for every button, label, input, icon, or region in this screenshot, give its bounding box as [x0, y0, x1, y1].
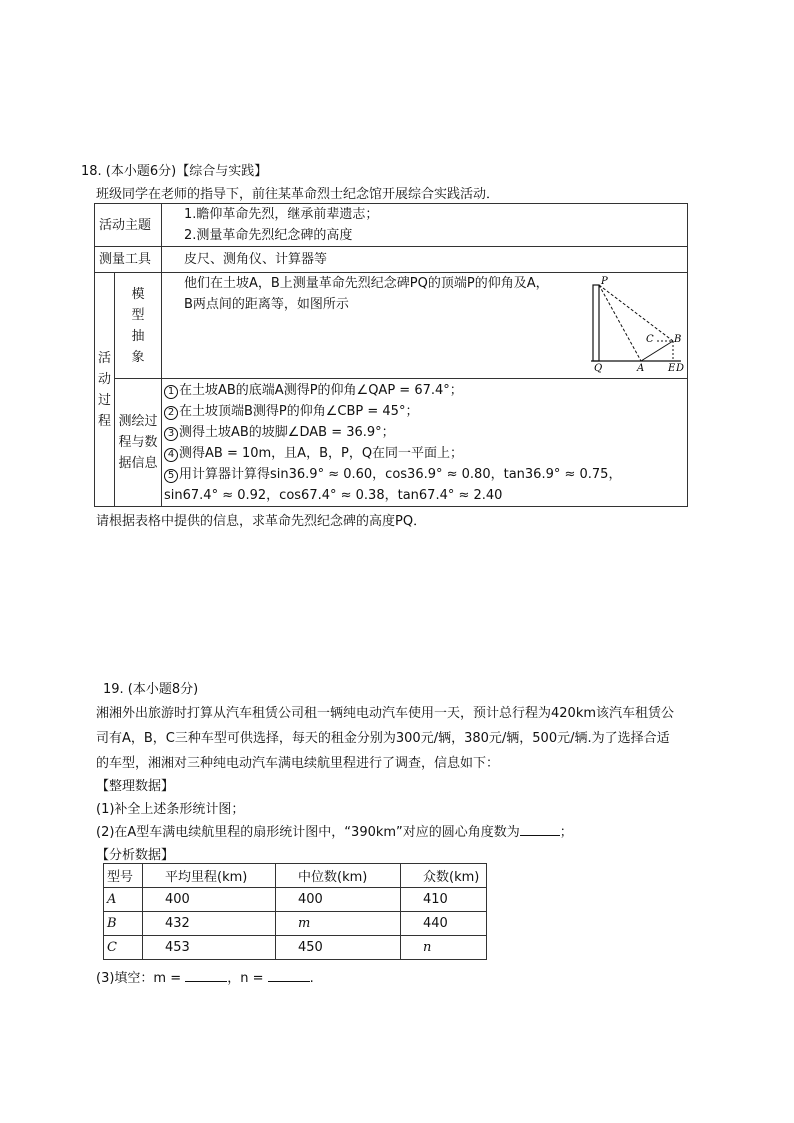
cell-model: B	[104, 912, 143, 936]
answer-blank-n[interactable]	[268, 969, 310, 982]
circle-number: 4	[164, 448, 178, 462]
sight-ap	[599, 285, 641, 361]
circle-number: 2	[164, 406, 178, 420]
q19-para-1: 湘湘外出旅游时打算从汽车租赁公司租一辆纯电动汽车使用一天，预计总行程为420km该汽车租赁公	[96, 706, 675, 721]
label-q: Q	[594, 363, 603, 374]
model-char: 型	[131, 307, 145, 323]
theme-line-1: 1.瞻仰革命先烈，继承前辈遗志；	[184, 207, 379, 222]
model-char: 抽	[131, 328, 145, 344]
label-p: P	[601, 276, 608, 287]
model-text-1: 他们在土坡A，B上测量革命先烈纪念碑PQ的顶端P的仰角及A，	[184, 276, 549, 291]
theme-label: 活动主题	[95, 204, 162, 247]
theme-content	[162, 204, 688, 247]
cell-mean: 432	[143, 912, 276, 936]
q19-heading: 19. (本小题8分)	[103, 682, 199, 697]
cell-median: 450	[276, 936, 401, 960]
item-2-end: ；	[559, 825, 573, 840]
cell-model: C	[104, 936, 143, 960]
cell-median: 400	[276, 888, 401, 912]
q18-heading: 18. (本小题6分)【综合与实践】	[81, 164, 268, 179]
header-model: 型号	[104, 864, 143, 888]
q19-data-table	[103, 863, 487, 960]
cell-mean: 400	[143, 888, 276, 912]
header-mean: 平均里程(km)	[143, 864, 276, 888]
cell-mode: n	[401, 936, 487, 960]
circle-number: 1	[164, 385, 178, 399]
item-3-prefix: (3)填空：m =	[96, 971, 182, 986]
q19-item-2	[96, 821, 573, 840]
label-d: D	[676, 363, 685, 374]
cell-mean: 453	[143, 936, 276, 960]
data-label-line: 程与数	[118, 435, 158, 450]
data-item-2	[164, 401, 683, 422]
q19-item-1: (1)补全上述条形统计图；	[96, 802, 245, 817]
q18-question: 请根据表格中提供的信息，求革命先烈纪念碑的高度PQ．	[96, 514, 427, 529]
item-3-end: .	[309, 971, 314, 986]
data-item-text: 测得AB = 10m，且A，B，P，Q在同一平面上；	[179, 445, 464, 461]
table-row	[104, 936, 487, 960]
q18-intro: 班级同学在老师的指导下，前往某革命烈士纪念馆开展综合实践活动．	[96, 187, 500, 202]
answer-blank-angle[interactable]	[520, 823, 560, 836]
q19-para-3: 的车型，湘湘对三种纯电动汽车满电续航里程进行了调查，信息如下：	[96, 756, 500, 771]
data-item-5	[164, 464, 683, 485]
tools-label: 测量工具	[95, 247, 162, 273]
model-text-2: B两点间的距离等，如图所示	[184, 297, 349, 312]
cell-mode: 410	[401, 888, 487, 912]
data-item-text: 测得土坡AB的坡脚∠DAB = 36.9°；	[179, 424, 395, 440]
item-3-mid: ，n =	[227, 971, 264, 986]
data-item-text: 在土坡顶端B测得P的仰角∠CBP = 45°；	[179, 403, 419, 419]
process-label	[95, 273, 115, 507]
data-item-text: 用计算器计算得sin36.9° ≈ 0.60，cos36.9° ≈ 0.80，tan36.9° ≈ 0.75，	[179, 466, 622, 482]
process-char: 过	[97, 392, 111, 408]
model-label	[114, 273, 161, 379]
label-e: E	[668, 363, 676, 374]
data-item-text: 在土坡AB的底端A测得P的仰角∠QAP = 67.4°；	[179, 382, 463, 398]
process-char: 程	[97, 413, 111, 429]
data-item-4	[164, 443, 683, 464]
monument-pillar	[593, 285, 599, 361]
tools-value: 皮尺、测角仪、计算器等	[162, 247, 688, 273]
data-item-3	[164, 422, 683, 443]
q19-section-analyze: 【分析数据】	[96, 848, 175, 863]
process-char: 活	[97, 350, 111, 366]
data-last-line: sin67.4° ≈ 0.92，cos67.4° ≈ 0.38，tan67.4° ≈ 2.40	[164, 487, 503, 503]
label-b: B	[674, 334, 682, 345]
label-c: C	[646, 334, 654, 345]
header-median: 中位数(km)	[276, 864, 401, 888]
data-label	[114, 379, 161, 507]
table-header-row	[104, 864, 487, 888]
model-content	[162, 273, 688, 379]
data-label-line: 测绘过	[118, 414, 158, 429]
data-item-1	[164, 380, 683, 401]
circle-number: 5	[164, 469, 178, 483]
cell-median: m	[276, 912, 401, 936]
circle-number: 3	[164, 427, 178, 441]
cell-model: A	[104, 888, 143, 912]
model-char: 模	[131, 286, 145, 302]
label-a: A	[637, 363, 645, 374]
q19-item-3	[96, 967, 314, 986]
table-row	[104, 912, 487, 936]
model-char: 象	[131, 349, 145, 365]
data-content	[162, 379, 688, 507]
process-char: 动	[97, 371, 111, 387]
monument-figure	[583, 275, 683, 373]
sight-bp	[599, 285, 673, 341]
answer-blank-m[interactable]	[185, 969, 227, 982]
q19-section-organize: 【整理数据】	[96, 779, 175, 794]
cell-mode: 440	[401, 912, 487, 936]
item-2-text: (2)在A型车满电续航里程的扇形统计图中，“390km”对应的圆心角度数为	[96, 825, 520, 840]
header-mode: 众数(km)	[401, 864, 487, 888]
theme-line-2: 2.测量革命先烈纪念碑的高度	[184, 228, 353, 243]
table-row	[104, 888, 487, 912]
q18-activity-table	[94, 203, 688, 507]
q19-para-2: 司有A，B，C三种车型可供选择，每天的租金分别为300元/辆，380元/辆，500元/辆.为了选择合适	[96, 731, 670, 746]
data-label-line: 据信息	[118, 456, 158, 471]
